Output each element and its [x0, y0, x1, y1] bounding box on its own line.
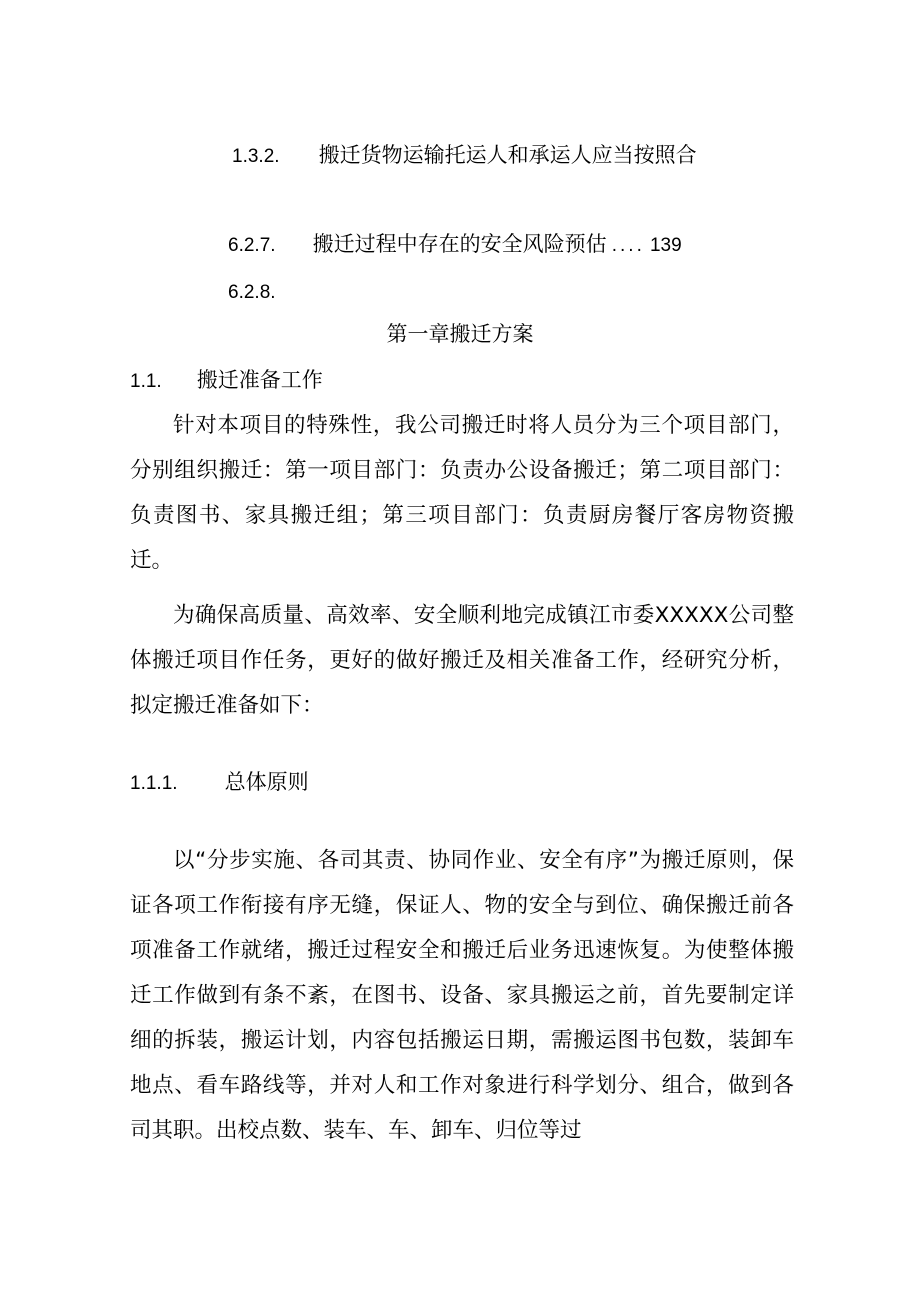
subsection-title: 总体原则	[224, 770, 309, 794]
section-heading	[130, 365, 323, 397]
body-paragraph: 以“分步实施、各司其责、协同作业、安全有序”为搬迁原则，保证各项工作衔接有序无缝，保证人、物的安全与到位、确保搬迁前各项准备工作就绪，搬迁过程安全和搬迁后业务迅速恢复。为使整体搬迁工作做到有条不紊，在图书、设备、家具搬运之前，首先要制定详细的拆装，搬运计划，内容包括搬运日期，需搬运图书包数，装卸车地点、看车路线等，并对人和工作对象进行科学划分、组合，做到各司其职。出校点数、装车、车、卸车、归位等过	[130, 848, 794, 1143]
toc-entry-2[interactable]	[228, 229, 682, 261]
toc-page-number: 139	[649, 235, 682, 256]
toc-entry-3[interactable]	[228, 276, 276, 308]
section-title: 搬迁准备工作	[196, 368, 323, 392]
chapter-title: 第一章搬迁方案	[386, 322, 534, 346]
toc-entry-number: 1.3.2.	[232, 146, 280, 167]
subsection-heading	[130, 767, 309, 799]
toc-leader-dots: ....	[611, 235, 645, 256]
toc-entry-text: 搬迁过程中存在的安全风险预估	[312, 232, 607, 256]
toc-entry-text: 搬迁货物运输托运人和承运人应当按照合	[318, 143, 697, 167]
subsection-number: 1.1.1.	[130, 773, 178, 794]
section-number: 1.1.	[130, 371, 162, 392]
toc-entry-1[interactable]	[232, 140, 697, 172]
body-paragraph: 为确保高质量、高效率、安全顺利地完成镇江市委XXXXX公司整体搬迁项目作任务，更好的做好搬迁及相关准备工作，经研究分析，拟定搬迁准备如下：	[130, 603, 794, 718]
toc-entry-number: 6.2.8.	[228, 282, 276, 303]
toc-entry-number: 6.2.7.	[228, 235, 276, 256]
body-paragraph: 针对本项目的特殊性，我公司搬迁时将人员分为三个项目部门，分别组织搬迁：第一项目部门：负责办公设备搬迁；第二项目部门：负责图书、家具搬迁组；第三项目部门：负责厨房餐厅客房物资搬迁。	[130, 413, 794, 573]
